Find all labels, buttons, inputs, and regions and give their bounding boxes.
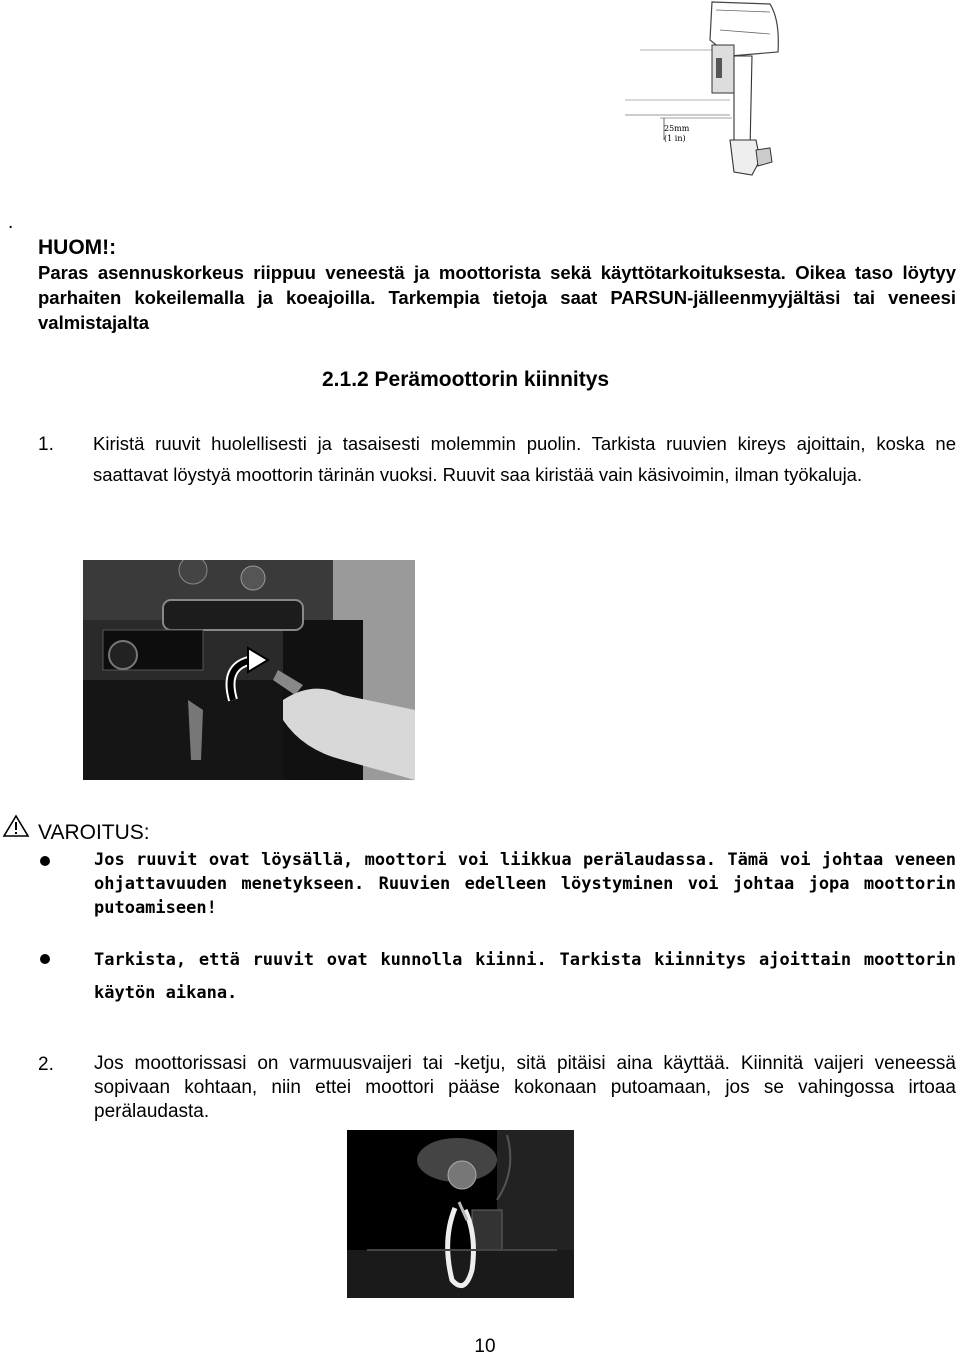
- dimension-label: 25mm: [664, 124, 690, 133]
- note-heading: HUOM!:: [38, 236, 117, 259]
- step1-text: Kiristä ruuvit huolellisesti ja tasaisesti molemmin puolin. Tarkista ruuvien kireys ajoittain, koska ne saattavat löystyä moottorin tärinän vuoksi. Ruuvit saa kiristää vain käsivoimin, ilman työkaluja.: [93, 433, 956, 485]
- step2-text: Jos moottorissasi on varmuusvaijeri tai -ketju, sitä pitäisi aina käyttää. Kiinnitä vaijeri veneessä sopivaan kohtaan, niin ettei moottori pääse kokonaan putoamaan, jos se vahingossa irtoaa perälaudasta.: [94, 1053, 956, 1122]
- dimension-sublabel: (1 in): [664, 134, 686, 143]
- warning-heading: VAROITUS:: [38, 821, 150, 844]
- stray-dot: .: [8, 212, 14, 233]
- clamp-screw-photo: [83, 560, 415, 780]
- step1-number: 1.: [38, 434, 54, 455]
- warning-bullet-dot-1: [40, 856, 50, 866]
- outboard-drawing: [620, 0, 790, 185]
- warning-bullet-1: Jos ruuvit ovat löysällä, moottori voi liikkua perälaudassa. Tämä voi johtaa veneen ohjattavuuden menetykseen. Ruuvien edelleen löystyminen voi johtaa jopa moottorin putoamiseen!: [94, 850, 956, 918]
- page-number: 10: [474, 1336, 496, 1357]
- warning-bullet-dot-2: [40, 954, 50, 964]
- note-body: Paras asennuskorkeus riippuu veneestä ja moottorista sekä käyttötarkoituksesta. Oikea taso löytyy parhaiten kokeilemalla ja koeajoilla. Tarkempia tietoja saat PARSUN-jälleenmyyjältäsi tai veneesi valmistajalta: [38, 262, 956, 333]
- warning-triangle-icon: [2, 814, 30, 838]
- warning-bullet-2: Tarkista, että ruuvit ovat kunnolla kiinni. Tarkista kiinnitys ajoittain moottorin käytön aikana.: [94, 950, 956, 1003]
- safety-cord-photo: [347, 1130, 574, 1298]
- section-title: 2.1.2 Perämoottorin kiinnitys: [322, 368, 610, 391]
- step2-number: 2.: [38, 1054, 54, 1075]
